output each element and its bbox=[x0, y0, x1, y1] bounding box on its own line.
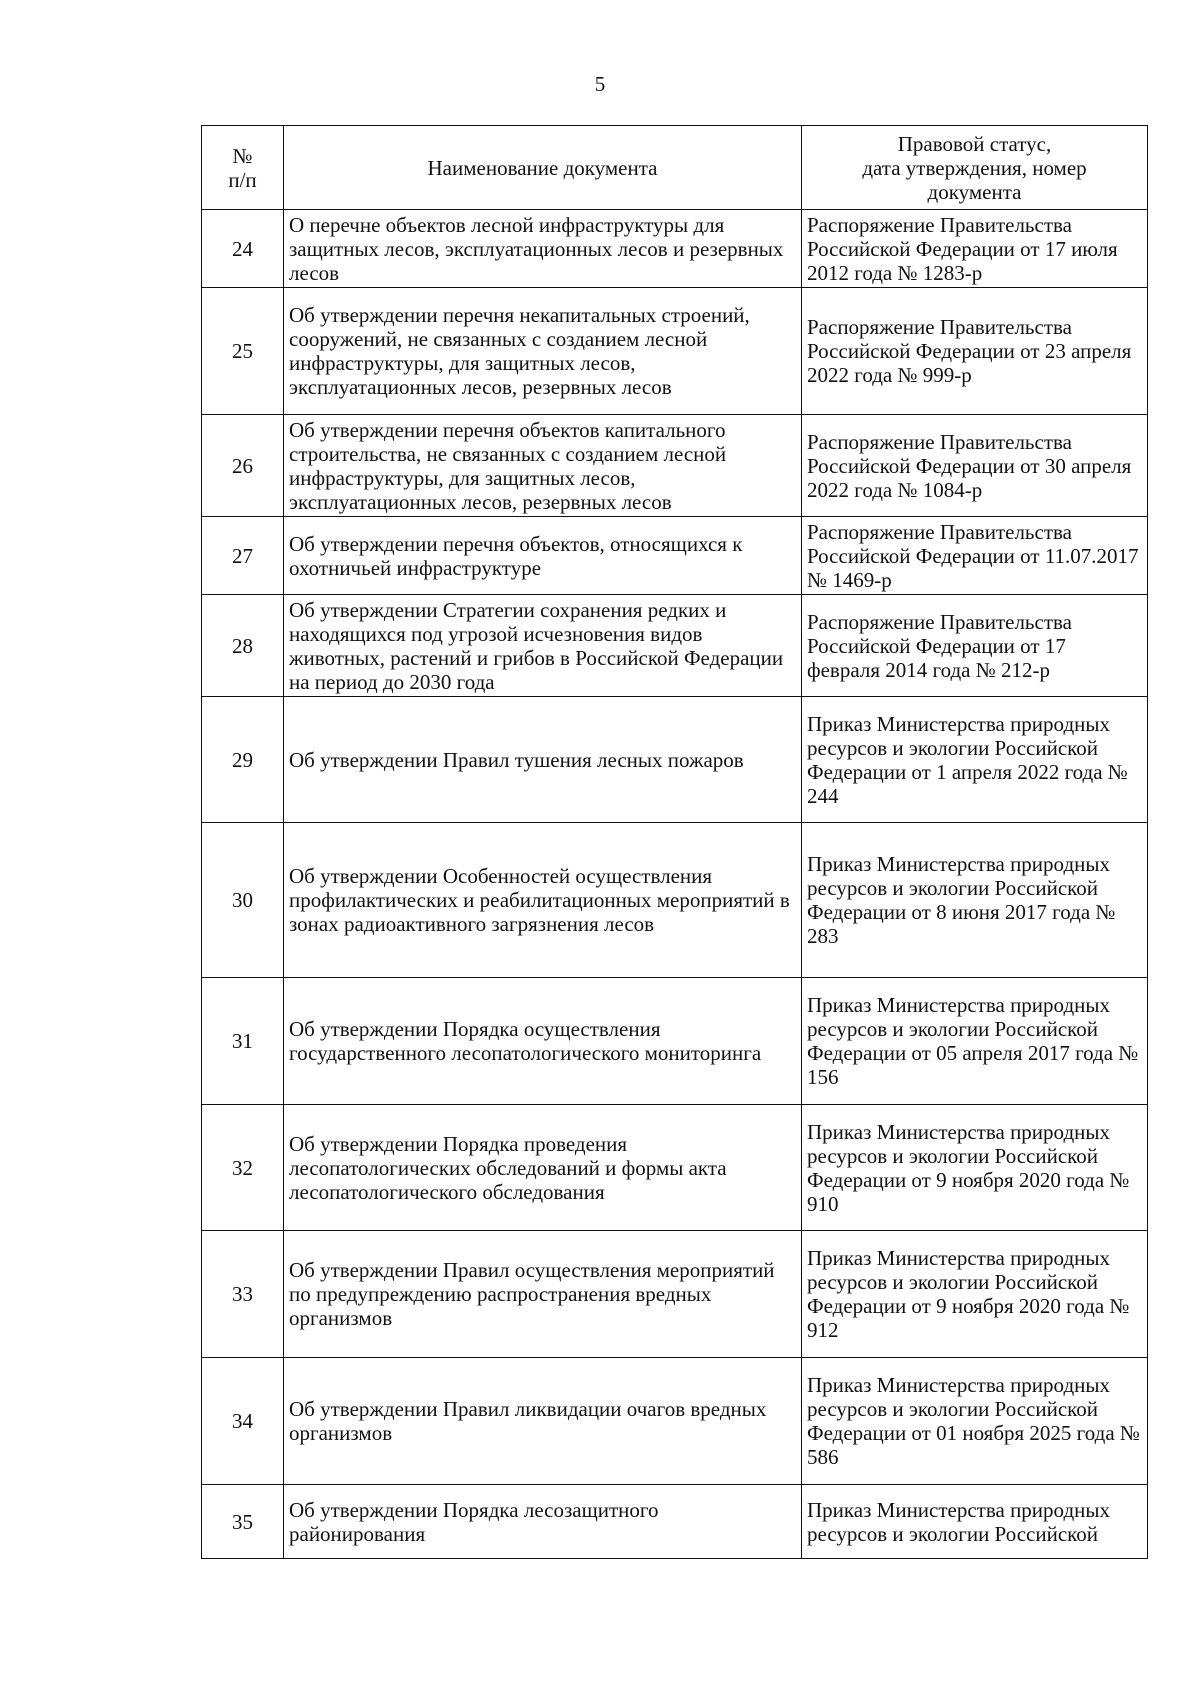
row-number: 29 bbox=[202, 697, 284, 823]
table-header-row bbox=[202, 126, 1148, 210]
row-document-name: Об утверждении Правил тушения лесных пожаров bbox=[284, 697, 802, 823]
row-document-name: Об утверждении Порядка лесозащитного районирования bbox=[284, 1485, 802, 1559]
row-number: 34 bbox=[202, 1358, 284, 1485]
row-number: 31 bbox=[202, 978, 284, 1105]
row-document-name: О перечне объектов лесной инфраструктуры для защитных лесов, эксплуатационных лесов и резервных лесов bbox=[284, 210, 802, 288]
row-number: 33 bbox=[202, 1231, 284, 1358]
row-legal-status: Распоряжение Правительства Российской Федерации от 30 апреля 2022 года № 1084-р bbox=[802, 415, 1148, 517]
row-legal-status: Распоряжение Правительства Российской Федерации от 23 апреля 2022 года № 999-р bbox=[802, 288, 1148, 415]
table-row bbox=[202, 978, 1148, 1105]
table-row bbox=[202, 595, 1148, 697]
page-number: 5 bbox=[594, 72, 606, 96]
row-document-name: Об утверждении перечня объектов капитального строительства, не связанных с созданием лесной инфраструктуры, для защитных лесов, эксплуатационных лесов, резервных лесов bbox=[284, 415, 802, 517]
row-number: 30 bbox=[202, 823, 284, 978]
header-document-name: Наименование документа bbox=[284, 126, 802, 210]
table-row bbox=[202, 1105, 1148, 1231]
table-row bbox=[202, 823, 1148, 978]
row-legal-status: Приказ Министерства природных ресурсов и экологии Российской Федерации от 1 апреля 2022 года № 244 bbox=[802, 697, 1148, 823]
row-legal-status: Приказ Министерства природных ресурсов и экологии Российской Федерации от 05 апреля 2017 года № 156 bbox=[802, 978, 1148, 1105]
table-row bbox=[202, 288, 1148, 415]
table-row bbox=[202, 1231, 1148, 1358]
row-legal-status: Распоряжение Правительства Российской Федерации от 11.07.2017 № 1469-р bbox=[802, 517, 1148, 595]
row-legal-status: Приказ Министерства природных ресурсов и экологии Российской Федерации от 9 ноября 2020 года № 912 bbox=[802, 1231, 1148, 1358]
row-number: 32 bbox=[202, 1105, 284, 1231]
row-document-name: Об утверждении Стратегии сохранения редких и находящихся под угрозой исчезновения видов животных, растений и грибов в Российской Федерации на период до 2030 года bbox=[284, 595, 802, 697]
row-document-name: Об утверждении перечня объектов, относящихся к охотничьей инфраструктуре bbox=[284, 517, 802, 595]
table-row bbox=[202, 517, 1148, 595]
row-legal-status: Приказ Министерства природных ресурсов и экологии Российской Федерации от 01 ноября 2025 года № 586 bbox=[802, 1358, 1148, 1485]
header-legal-status: Правовой статус, дата утверждения, номер документа bbox=[802, 126, 1148, 210]
row-legal-status: Приказ Министерства природных ресурсов и экологии Российской Федерации от 9 ноября 2020 года № 910 bbox=[802, 1105, 1148, 1231]
row-number: 35 bbox=[202, 1485, 284, 1559]
row-document-name: Об утверждении перечня некапитальных строений, сооружений, не связанных с созданием лесной инфраструктуры, для защитных лесов, эксплуатационных лесов, резервных лесов bbox=[284, 288, 802, 415]
row-document-name: Об утверждении Порядка проведения лесопатологических обследований и формы акта лесопатологического обследования bbox=[284, 1105, 802, 1231]
row-number: 27 bbox=[202, 517, 284, 595]
row-legal-status: Распоряжение Правительства Российской Федерации от 17 июля 2012 года № 1283-р bbox=[802, 210, 1148, 288]
table-row bbox=[202, 415, 1148, 517]
row-legal-status: Распоряжение Правительства Российской Федерации от 17 февраля 2014 года № 212-р bbox=[802, 595, 1148, 697]
table-row bbox=[202, 210, 1148, 288]
row-number: 28 bbox=[202, 595, 284, 697]
table-row bbox=[202, 1358, 1148, 1485]
row-document-name: Об утверждении Правил ликвидации очагов вредных организмов bbox=[284, 1358, 802, 1485]
row-number: 24 bbox=[202, 210, 284, 288]
row-document-name: Об утверждении Особенностей осуществления профилактических и реабилитационных мероприятий в зонах радиоактивного загрязнения лесов bbox=[284, 823, 802, 978]
row-document-name: Об утверждении Порядка осуществления государственного лесопатологического мониторинга bbox=[284, 978, 802, 1105]
documents-table bbox=[201, 125, 1148, 1559]
row-document-name: Об утверждении Правил осуществления мероприятий по предупреждению распространения вредных организмов bbox=[284, 1231, 802, 1358]
table-row bbox=[202, 697, 1148, 823]
row-number: 25 bbox=[202, 288, 284, 415]
header-number: № п/п bbox=[202, 126, 284, 210]
row-legal-status: Приказ Министерства природных ресурсов и экологии Российской Федерации от 8 июня 2017 года № 283 bbox=[802, 823, 1148, 978]
row-number: 26 bbox=[202, 415, 284, 517]
table-row bbox=[202, 1485, 1148, 1559]
row-legal-status: Приказ Министерства природных ресурсов и экологии Российской bbox=[802, 1485, 1148, 1559]
